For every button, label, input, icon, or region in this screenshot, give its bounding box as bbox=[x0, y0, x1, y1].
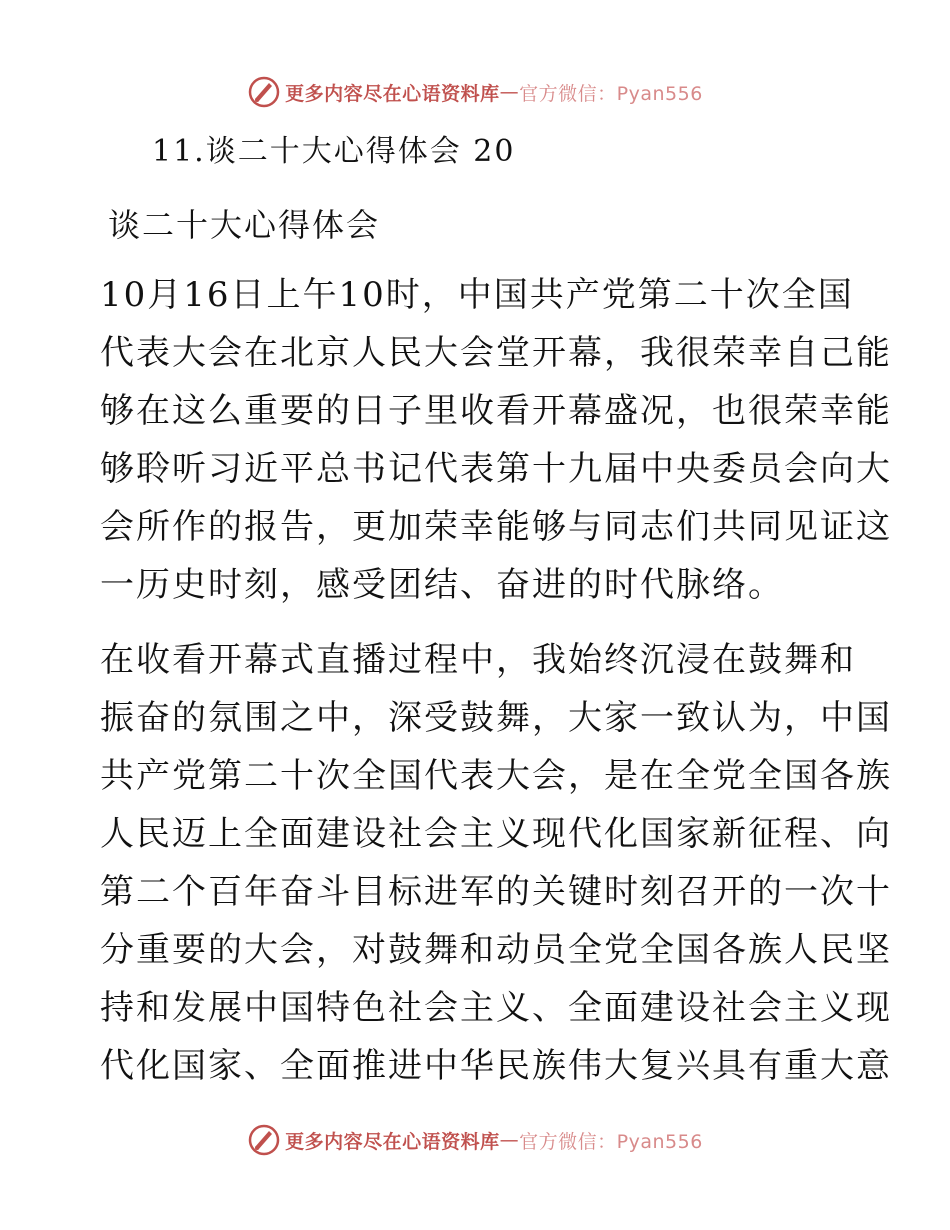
logo-icon bbox=[247, 1123, 281, 1157]
paragraph-line: 持和发展中国特色社会主义、全面建设社会主义现 bbox=[100, 988, 892, 1028]
paragraph-line: 够聆听习近平总书记代表第十九届中央委员会向大 bbox=[100, 449, 892, 489]
paragraph-line: 代化国家、全面推进中华民族伟大复兴具有重大意 bbox=[100, 1046, 892, 1086]
watermark-text: 更多内容尽在心语资料库 bbox=[285, 1130, 500, 1153]
footer-watermark bbox=[0, 1120, 950, 1160]
paragraph-line: 第二个百年奋斗目标进军的关键时刻召开的一次十 bbox=[100, 872, 892, 912]
paragraph-line: 10月16日上午10时，中国共产党第二十次全国 bbox=[100, 275, 854, 315]
paragraph-line: 人民迈上全面建设社会主义现代化国家新征程、向 bbox=[100, 814, 892, 854]
paragraph-line: 够在这么重要的日子里收看开幕盛况，也很荣幸能 bbox=[100, 391, 892, 431]
logo-icon bbox=[247, 75, 281, 109]
watermark-text: 更多内容尽在心语资料库 bbox=[285, 82, 500, 105]
paragraph-line: 一历史时刻，感受团结、奋进的时代脉络。 bbox=[100, 565, 784, 605]
paragraph-line: 会所作的报告，更加荣幸能够与同志们共同见证这 bbox=[100, 507, 892, 547]
paragraph-line: 在收看开幕式直播过程中，我始终沉浸在鼓舞和 bbox=[100, 640, 856, 680]
document-title: 11.谈二十大心得体会 20 bbox=[152, 134, 516, 169]
watermark-wechat: 官方微信：Pyan556 bbox=[519, 82, 703, 105]
paragraph-1 bbox=[100, 266, 892, 614]
paragraph-line: 振奋的氛围之中，深受鼓舞，大家一致认为，中国 bbox=[100, 698, 892, 738]
watermark-separator: — bbox=[499, 1129, 520, 1151]
paragraph-line: 分重要的大会，对鼓舞和动员全党全国各族人民坚 bbox=[100, 930, 892, 970]
paragraph-2 bbox=[100, 631, 892, 1095]
document-subtitle: 谈二十大心得体会 bbox=[108, 206, 381, 244]
watermark-separator: — bbox=[499, 81, 520, 103]
paragraph-line: 共产党第二十次全国代表大会，是在全党全国各族 bbox=[100, 756, 892, 796]
header-watermark bbox=[0, 72, 950, 112]
paragraph-line: 代表大会在北京人民大会堂开幕，我很荣幸自己能 bbox=[100, 333, 892, 373]
watermark-wechat: 官方微信：Pyan556 bbox=[519, 1130, 703, 1153]
